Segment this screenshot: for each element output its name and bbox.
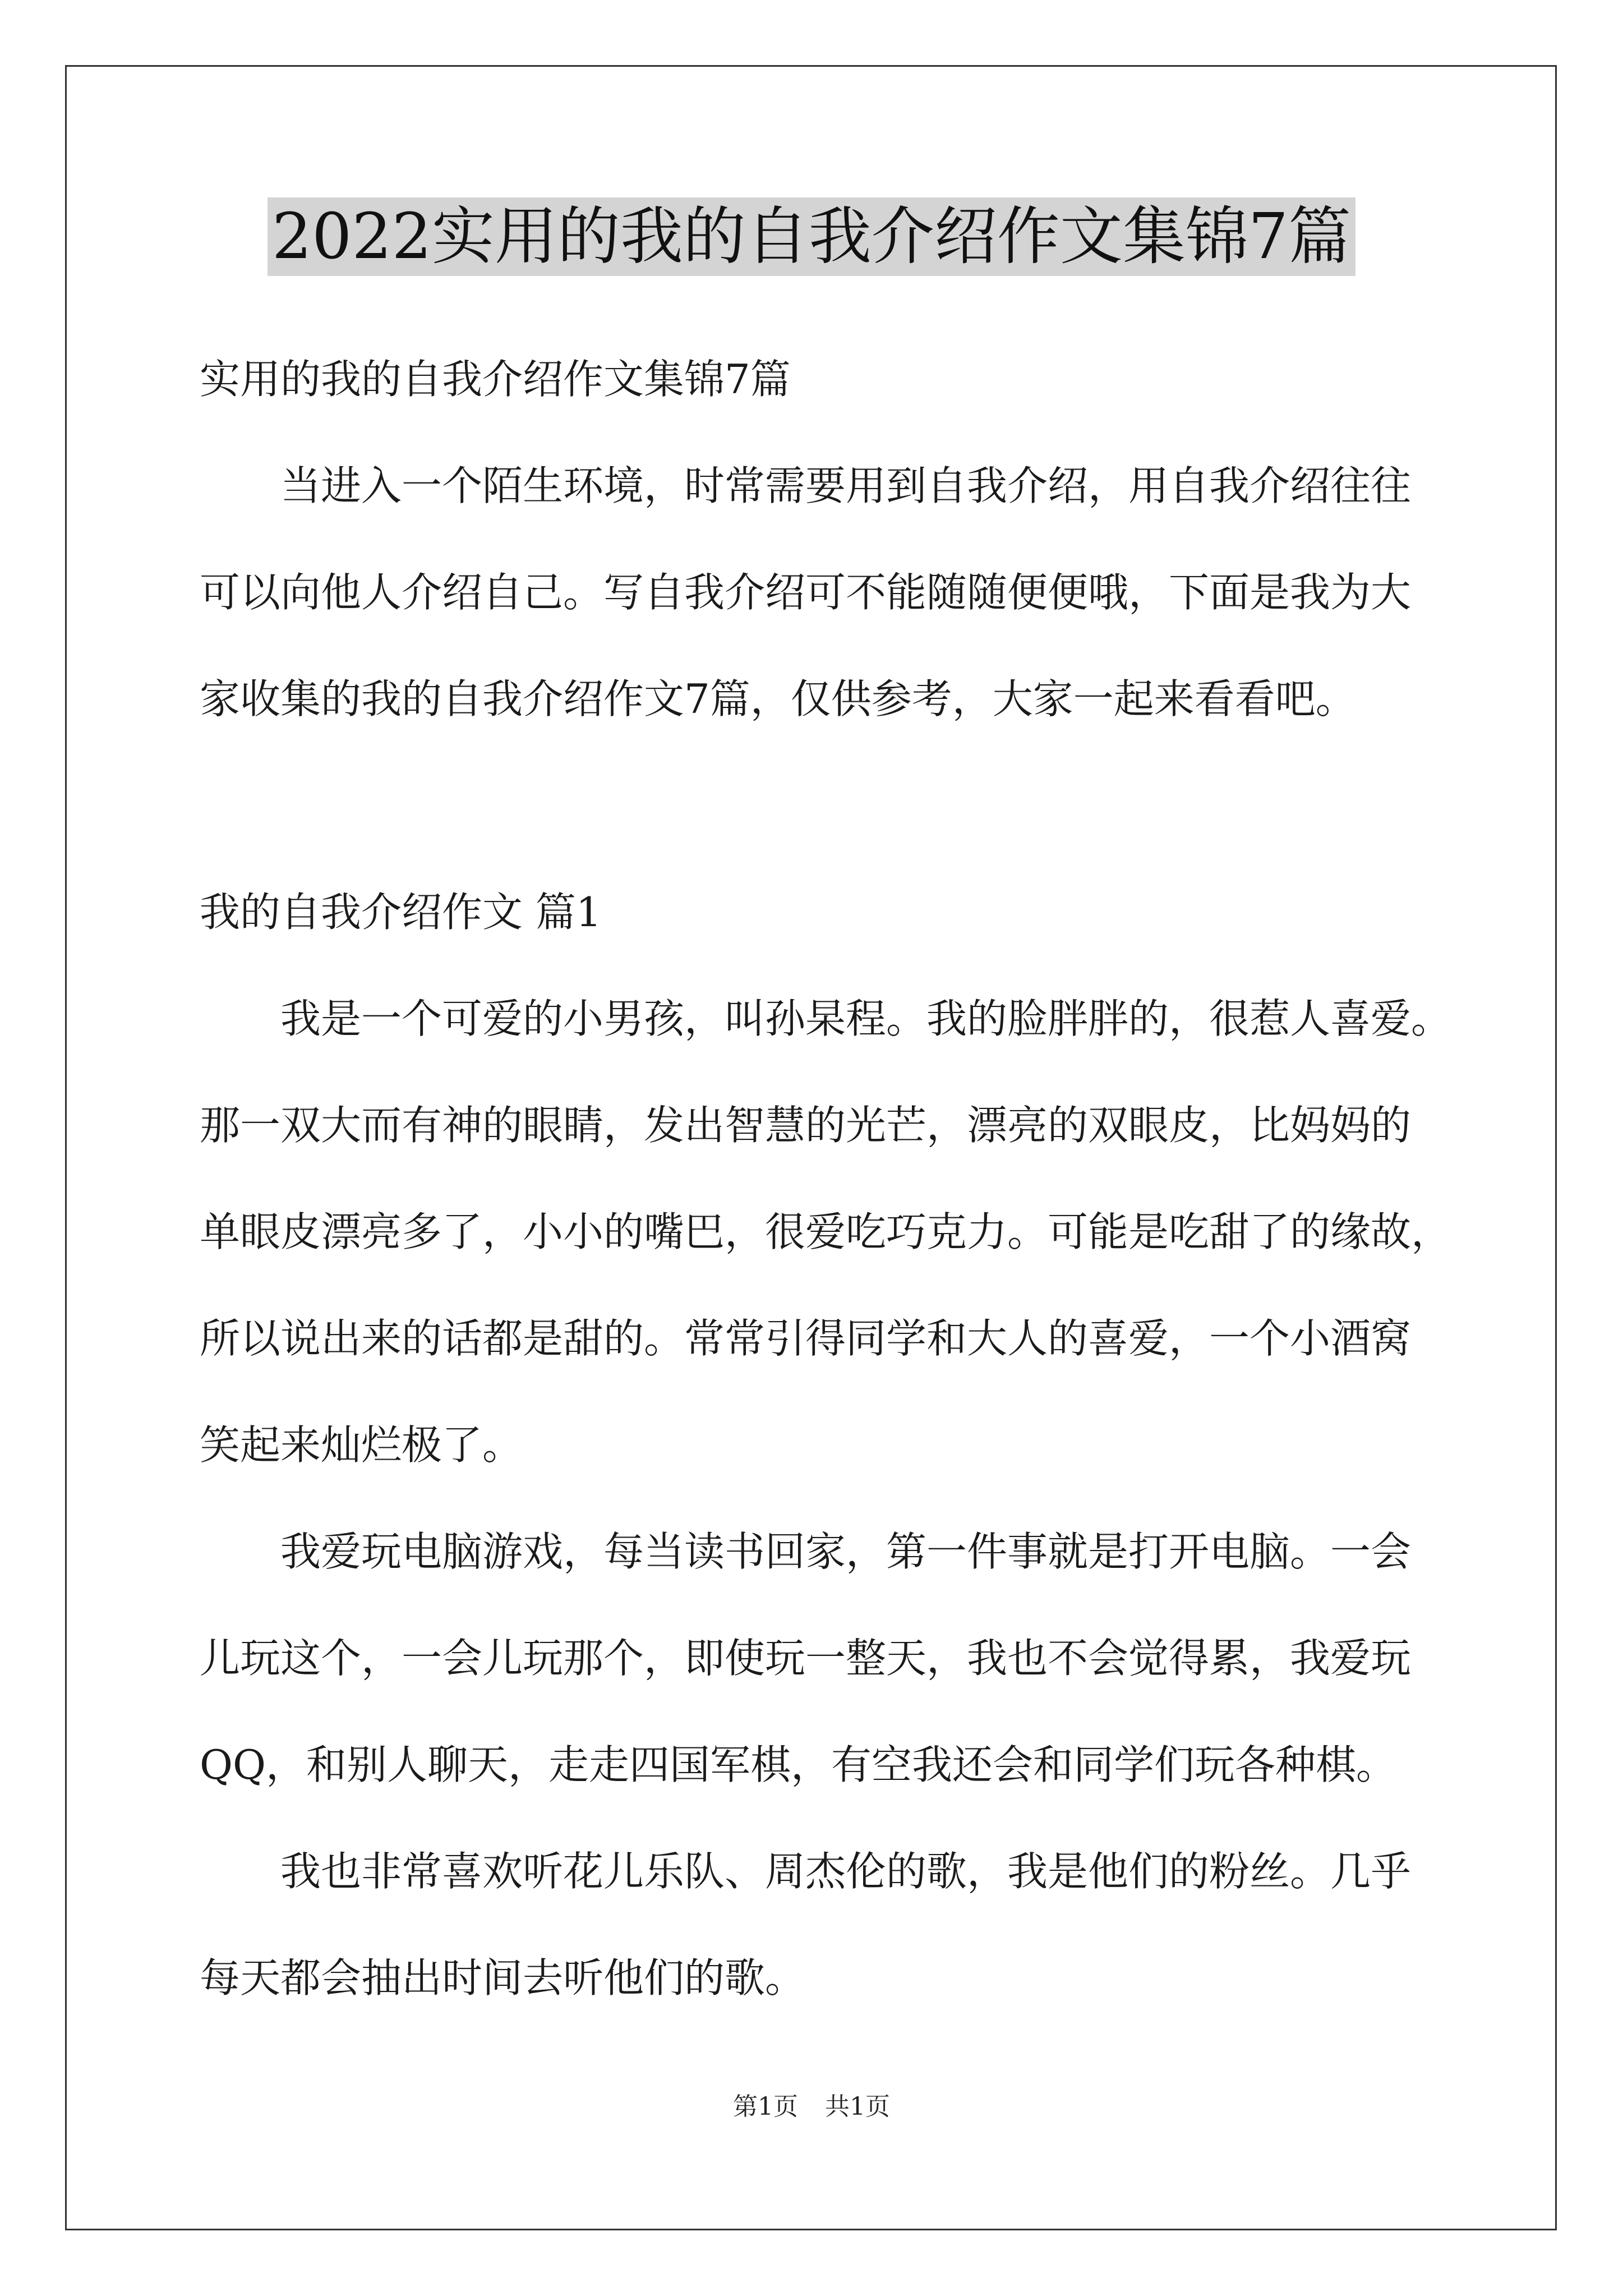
paragraph-line: 我爱玩电脑游戏，每当读书回家，第一件事就是打开电脑。一会: [280, 1528, 1412, 1575]
paragraph-line: 儿玩这个，一会儿玩那个，即使玩一整天，我也不会觉得累，我爱玩: [200, 1635, 1412, 1682]
page-number-current: 第1页: [733, 2092, 798, 2121]
page-footer: [0, 2091, 1623, 2123]
paragraph-line: 我也非常喜欢听花儿乐队、周杰伦的歌，我是他们的粉丝。几乎: [280, 1848, 1412, 1895]
section-heading: 我的自我介绍作文 篇1: [200, 889, 602, 936]
paragraph-line: 笑起来灿烂极了。: [200, 1421, 523, 1469]
document-subtitle: 实用的我的自我介绍作文集锦7篇: [200, 356, 791, 403]
intro-line: 当进入一个陌生环境，时常需要用到自我介绍，用自我介绍往往: [280, 462, 1412, 509]
document-title: 2022实用的我的自我介绍作文集锦7篇: [268, 197, 1355, 276]
paragraph-line: 所以说出来的话都是甜的。常常引得同学和大人的喜爱，一个小酒窝: [200, 1315, 1412, 1362]
paragraph-line: 每天都会抽出时间去听他们的歌。: [200, 1954, 806, 2001]
title-container: [0, 197, 1623, 276]
paragraph-line: 我是一个可爱的小男孩，叫孙杲程。我的脸胖胖的，很惹人喜爱。: [280, 995, 1452, 1042]
intro-line: 可以向他人介绍自己。写自我介绍可不能随随便便哦，下面是我为大: [200, 569, 1412, 616]
page-number-total: 共1页: [825, 2092, 890, 2121]
paragraph-line: 那一双大而有神的眼睛，发出智慧的光芒，漂亮的双眼皮，比妈妈的: [200, 1102, 1412, 1149]
paragraph-line: 单眼皮漂亮多了，小小的嘴巴，很爱吃巧克力。可能是吃甜了的缘故，: [200, 1208, 1452, 1255]
intro-line: 家收集的我的自我介绍作文7篇，仅供参考，大家一起来看看吧。: [200, 675, 1356, 723]
paragraph-line: QQ，和别人聊天，走走四国军棋，有空我还会和同学们玩各种棋。: [200, 1741, 1397, 1788]
